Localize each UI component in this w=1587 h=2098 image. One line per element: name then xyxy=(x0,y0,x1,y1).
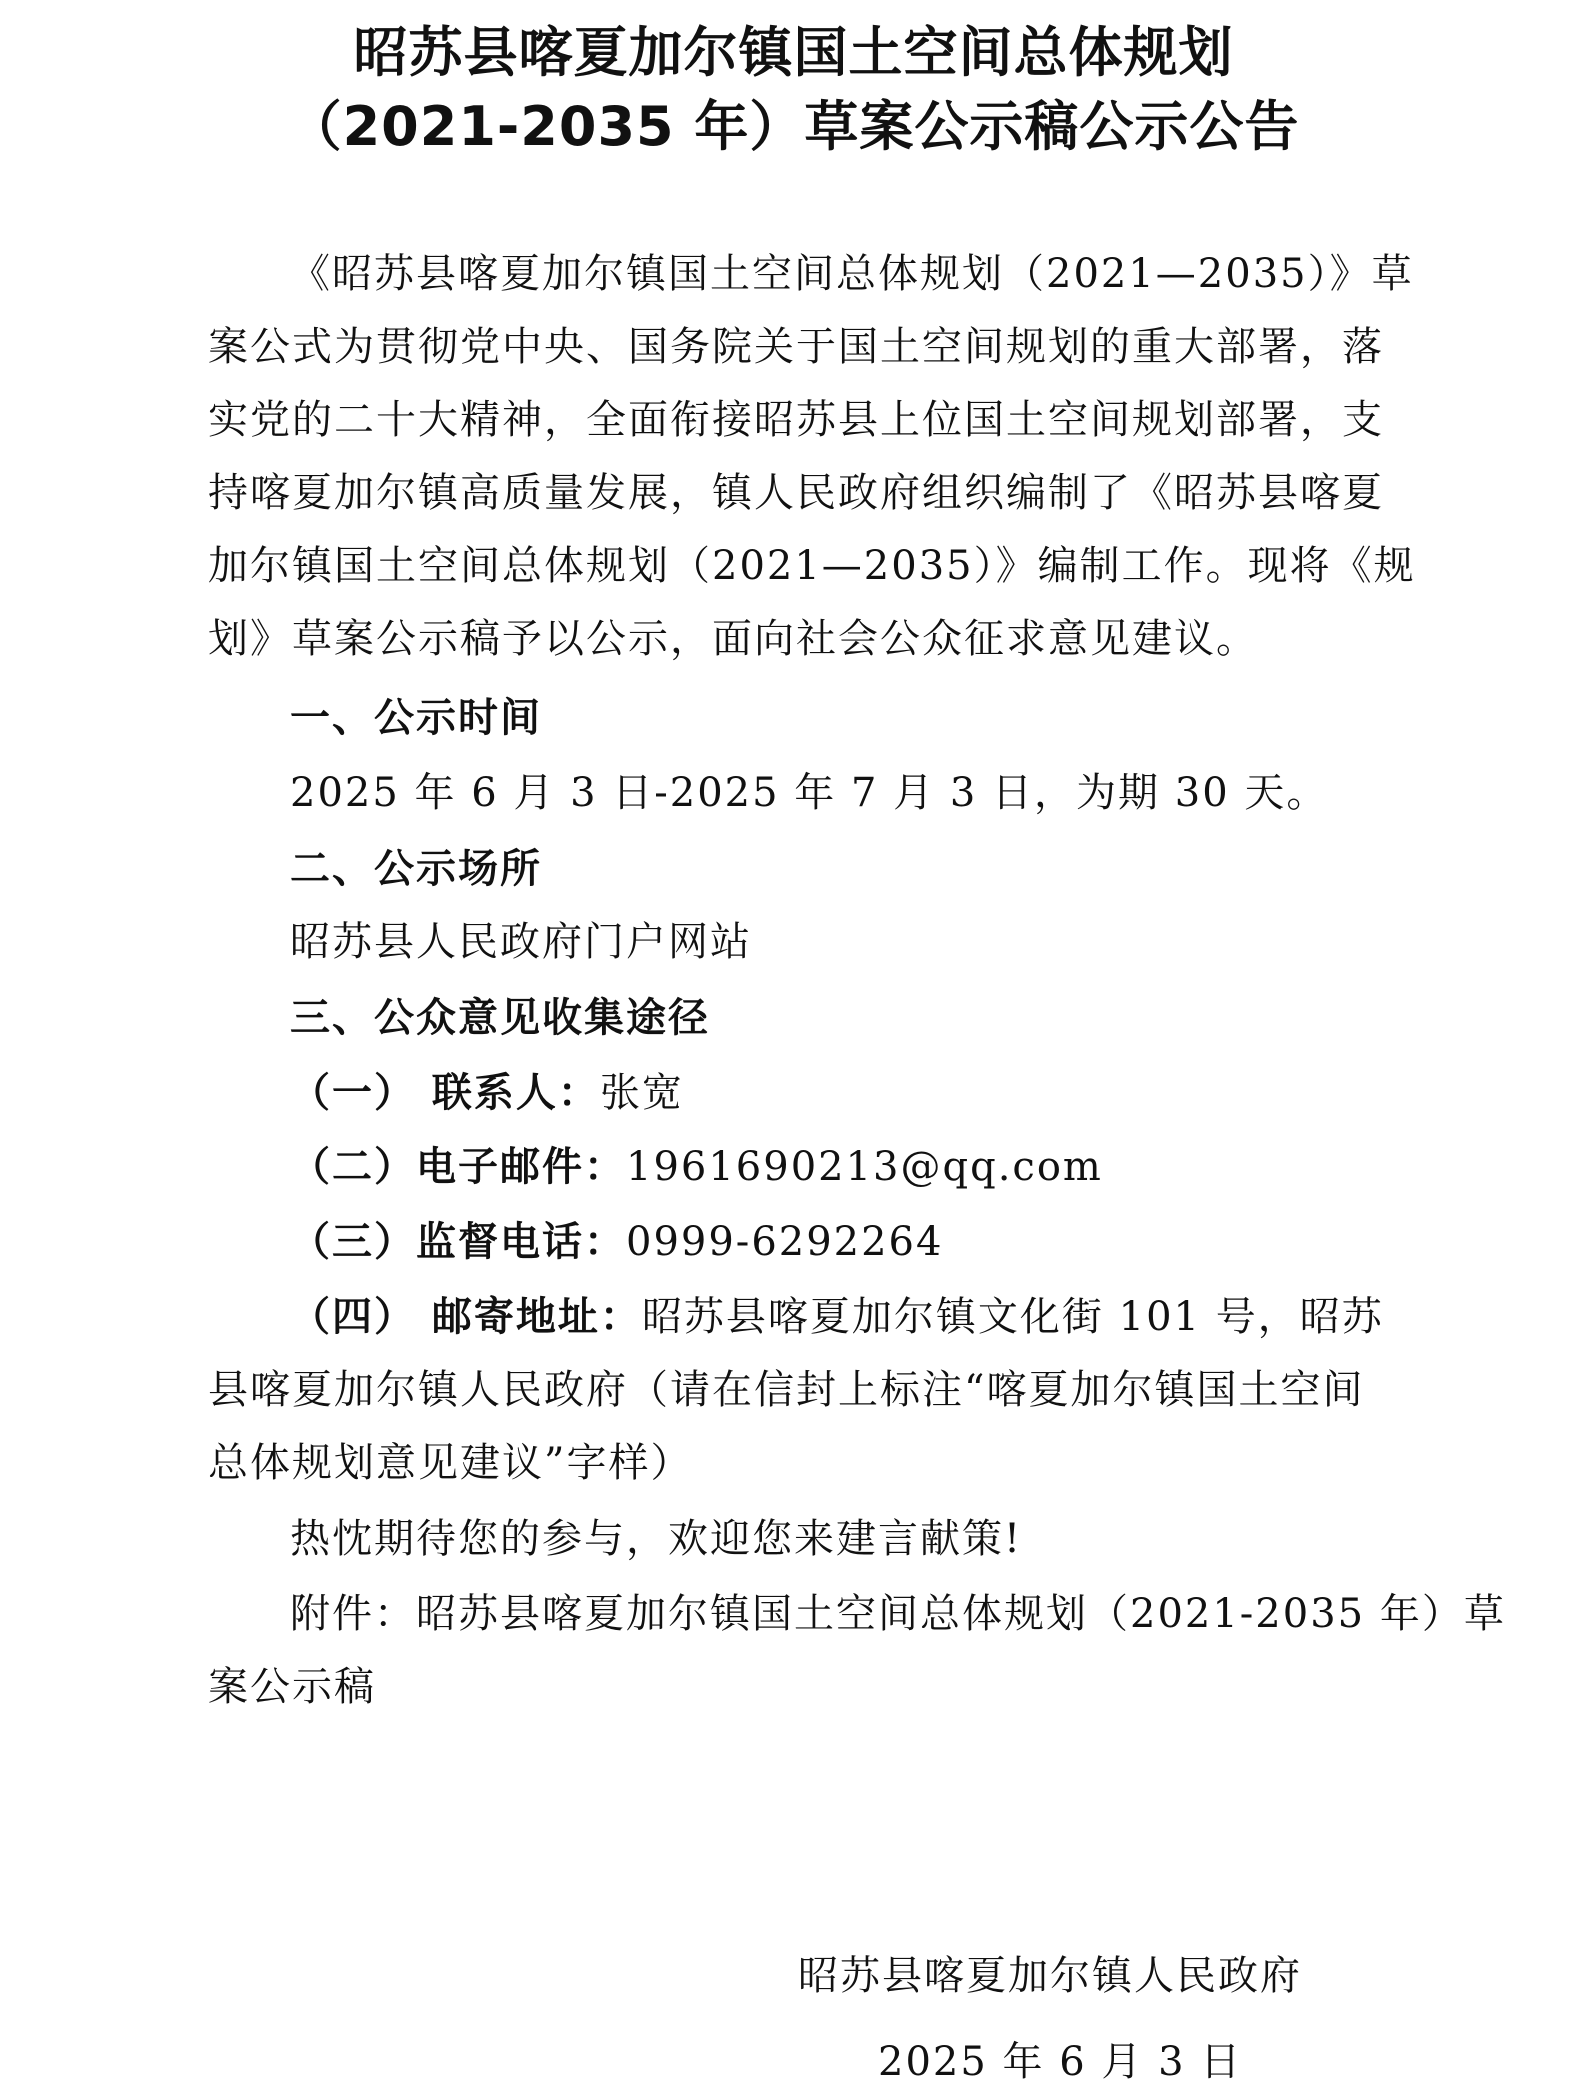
section-heading-channels: 三、公众意见收集途径 xyxy=(290,995,710,1041)
attachment-line-1: 附件：昭苏县喀夏加尔镇国土空间总体规划（2021-2035 年）草 xyxy=(290,1591,1506,1637)
mail-address-line-2: 县喀夏加尔镇人民政府（请在信封上标注“喀夏加尔镇国土空间 xyxy=(208,1367,1365,1413)
intro-line-4: 持喀夏加尔镇高质量发展，镇人民政府组织编制了《昭苏县喀夏 xyxy=(208,470,1384,516)
phone-label: （三）监督电话： xyxy=(290,1219,626,1265)
intro-line-6: 划》草案公示稿予以公示，面向社会公众征求意见建议。 xyxy=(208,616,1258,662)
mail-address-line-3: 总体规划意见建议”字样） xyxy=(208,1440,693,1486)
publicity-place: 昭苏县人民政府门户网站 xyxy=(290,919,752,965)
mail-address-row xyxy=(290,1293,1384,1341)
section-heading-place: 二、公示场所 xyxy=(290,846,542,892)
intro-line-3: 实党的二十大精神，全面衔接昭苏县上位国土空间规划部署，支 xyxy=(208,397,1384,443)
intro-line-5: 加尔镇国土空间总体规划（2021—2035）》编制工作。现将《规 xyxy=(208,543,1416,589)
title-line-1: 昭苏县喀夏加尔镇国土空间总体规划 xyxy=(353,21,1234,84)
contact-label: （一） 联系人： xyxy=(290,1070,600,1116)
mail-value: 昭苏县喀夏加尔镇文化街 101 号，昭苏 xyxy=(641,1294,1384,1340)
email-row xyxy=(290,1143,1103,1191)
phone-value: 0999-6292264 xyxy=(626,1219,944,1265)
email-value: 1961690213@qq.com xyxy=(626,1144,1103,1190)
intro-line-2: 案公式为贯彻党中央、国务院关于国土空间规划的重大部署，落 xyxy=(208,324,1384,370)
publicity-period: 2025 年 6 月 3 日-2025 年 7 月 3 日，为期 30 天。 xyxy=(290,770,1329,816)
closing-text: 热忱期待您的参与，欢迎您来建言献策! xyxy=(290,1516,1023,1562)
attachment-line-2: 案公示稿 xyxy=(208,1664,376,1710)
title-line-2: （2021-2035 年）草案公示稿公示公告 xyxy=(287,95,1300,158)
contact-value: 张宽 xyxy=(599,1070,684,1116)
email-label: （二）电子邮件： xyxy=(290,1144,626,1190)
intro-line-1: 《昭苏县喀夏加尔镇国土空间总体规划（2021—2035）》草 xyxy=(290,251,1414,297)
contact-person-row xyxy=(290,1069,684,1117)
phone-row xyxy=(290,1218,943,1266)
signature-org: 昭苏县喀夏加尔镇人民政府 xyxy=(798,1953,1302,1999)
mail-label: （四） 邮寄地址： xyxy=(290,1294,642,1340)
signature-date: 2025 年 6 月 3 日 xyxy=(878,2039,1243,2085)
section-heading-time: 一、公示时间 xyxy=(290,695,542,741)
